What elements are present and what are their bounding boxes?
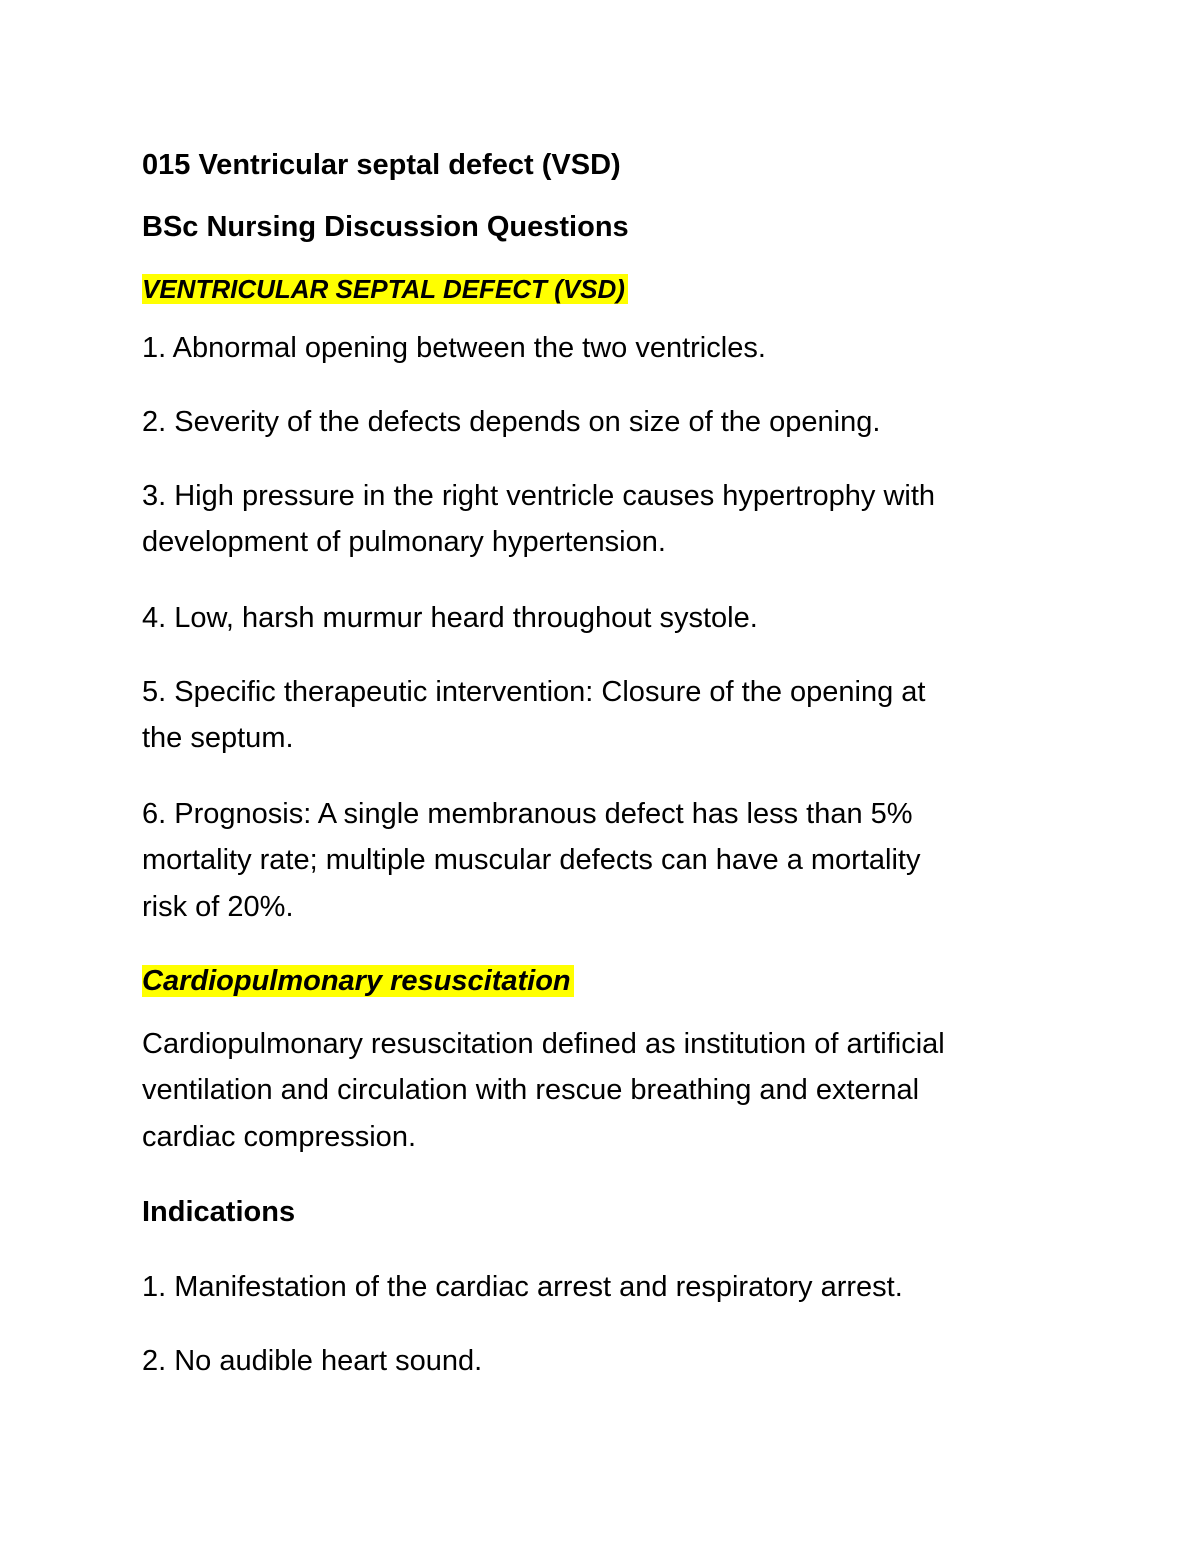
document-subtitle: BSc Nursing Discussion Questions xyxy=(142,211,629,243)
vsd-heading-text: VENTRICULAR SEPTAL DEFECT (VSD) xyxy=(142,274,628,304)
vsd-item-3-line-1: 3. High pressure in the right ventricle causes hypertrophy with xyxy=(142,480,936,512)
cpr-definition-line-3: cardiac compression. xyxy=(142,1121,416,1153)
indications-heading: Indications xyxy=(142,1196,296,1228)
vsd-item-5-line-2: the septum. xyxy=(142,722,294,754)
cpr-heading-text: Cardiopulmonary resuscitation xyxy=(142,965,574,997)
indication-item-2: 2. No audible heart sound. xyxy=(142,1345,483,1377)
vsd-item-5-line-1: 5. Specific therapeutic intervention: Closure of the opening at xyxy=(142,676,926,708)
cpr-definition-line-2: ventilation and circulation with rescue breathing and external xyxy=(142,1074,920,1106)
vsd-item-4: 4. Low, harsh murmur heard throughout systole. xyxy=(142,602,758,634)
vsd-heading xyxy=(142,266,628,312)
cpr-definition-line-1: Cardiopulmonary resuscitation defined as institution of artificial xyxy=(142,1028,945,1060)
vsd-item-6-line-3: risk of 20%. xyxy=(142,891,294,923)
vsd-item-6-line-1: 6. Prognosis: A single membranous defect has less than 5% xyxy=(142,798,913,830)
indication-item-1: 1. Manifestation of the cardiac arrest and respiratory arrest. xyxy=(142,1271,903,1303)
vsd-item-1: 1. Abnormal opening between the two ventricles. xyxy=(142,332,766,364)
vsd-item-2: 2. Severity of the defects depends on size of the opening. xyxy=(142,406,881,438)
document-title: 015 Ventricular septal defect (VSD) xyxy=(142,149,621,181)
cpr-heading xyxy=(142,958,574,1004)
vsd-item-3-line-2: development of pulmonary hypertension. xyxy=(142,526,666,558)
vsd-item-6-line-2: mortality rate; multiple muscular defects can have a mortality xyxy=(142,844,921,876)
